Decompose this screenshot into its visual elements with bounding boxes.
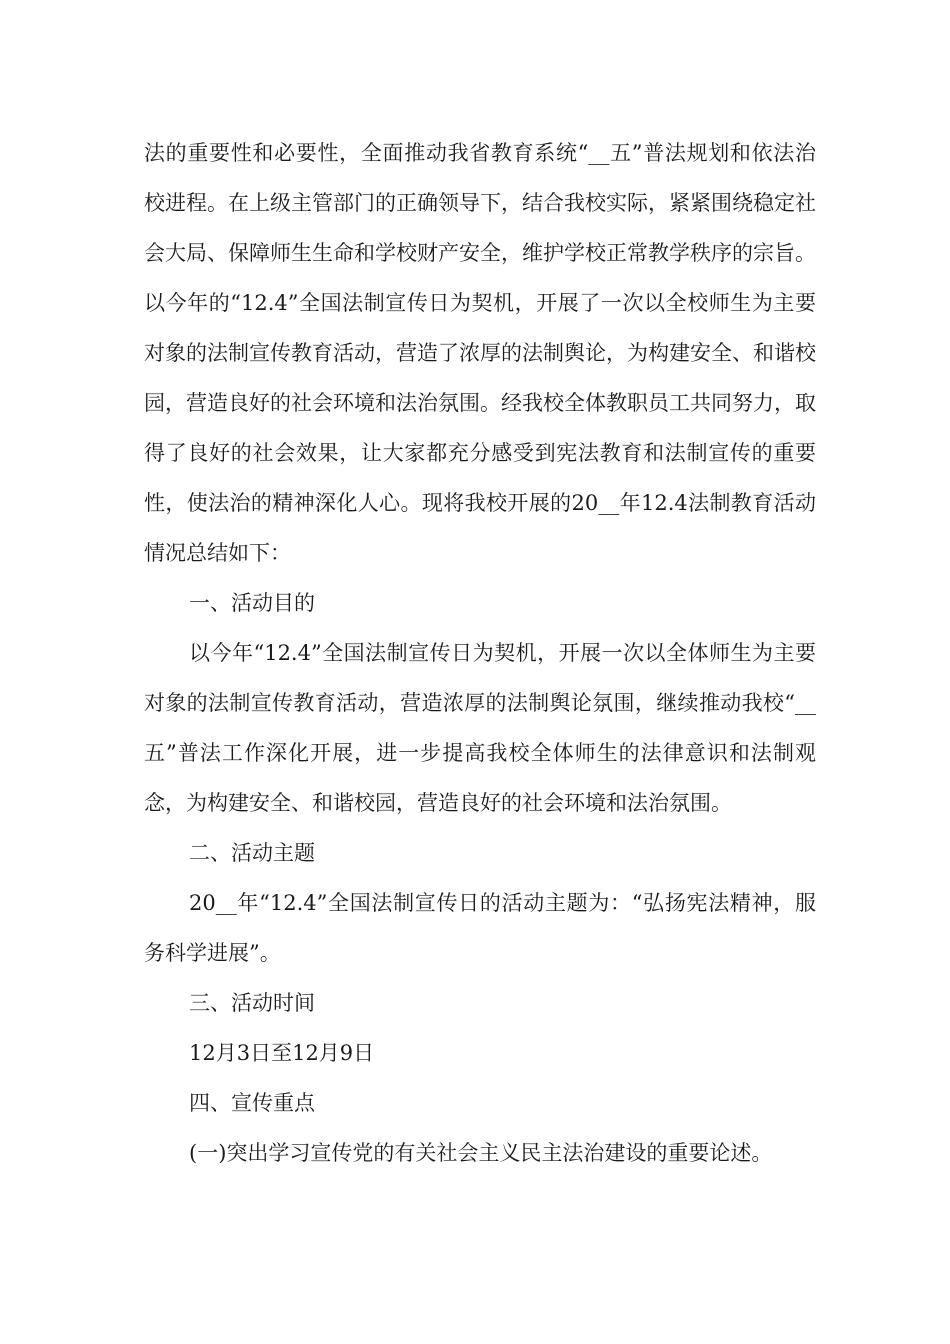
section-heading-purpose: 一、活动目的 [189, 591, 315, 615]
document-body [144, 128, 816, 1178]
paragraph-time: 12月3日至12月9日 [189, 1041, 375, 1065]
section-heading-theme: 二、活动主题 [189, 841, 315, 865]
section-heading-focus: 四、宣传重点 [189, 1091, 315, 1115]
paragraph-purpose: 以今年“12.4”全国法制宣传日为契机，开展一次以全体师生为主要对象的法制宣传教育活动，营造浓厚的法制舆论氛围，继续推动我校“__五”普法工作深化开展，进一步提高我校全体师生的法律意识和法制观念，为构建安全、和谐校园，营造良好的社会环境和法治氛围。 [144, 641, 816, 815]
paragraph-intro: 法的重要性和必要性，全面推动我省教育系统“__五”普法规划和依法治校进程。在上级主管部门的正确领导下，结合我校实际，紧紧围绕稳定社会大局、保障师生生命和学校财产安全，维护学校正常教学秩序的宗旨。以今年的“12.4”全国法制宣传日为契机，开展了一次以全校师生为主要对象的法制宣传教育活动，营造了浓厚的法制舆论，为构建安全、和谐校园，营造良好的社会环境和法治氛围。经我校全体教职员工共同努力，取得了良好的社会效果，让大家都充分感受到宪法教育和法制宣传的重要性，使法治的精神深化人心。现将我校开展的20__年12.4法制教育活动情况总结如下： [144, 141, 816, 565]
paragraph-theme: 20__年“12.4”全国法制宣传日的活动主题为：“弘扬宪法精神，服务科学进展”。 [144, 891, 816, 965]
section-heading-time: 三、活动时间 [189, 991, 315, 1015]
paragraph-focus-item-1: (一)突出学习宣传党的有关社会主义民主法治建设的重要论述。 [189, 1141, 773, 1165]
